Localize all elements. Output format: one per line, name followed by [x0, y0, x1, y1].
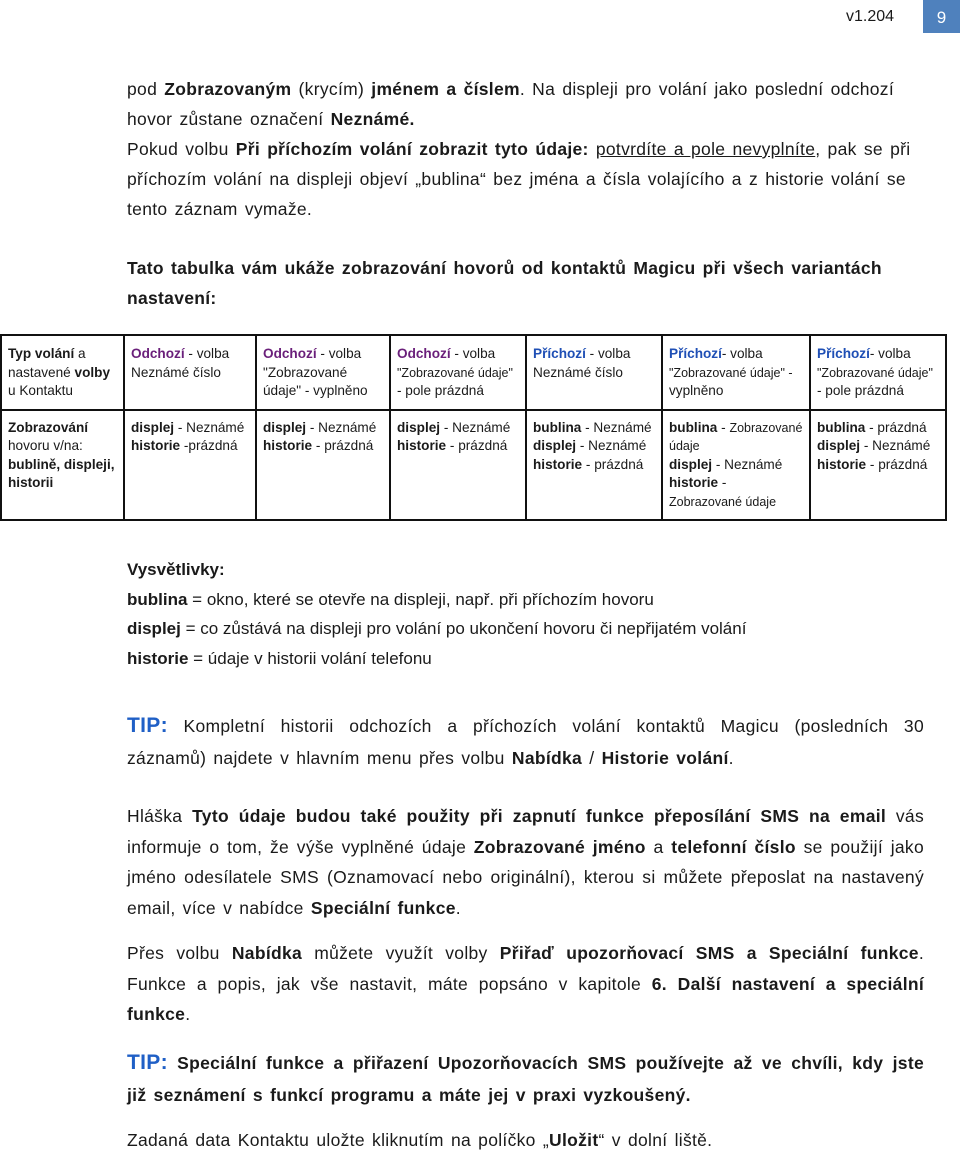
table-cell: bublina - Zobrazované údaje displej - Neznámé historie - Zobrazované údaje: [662, 410, 810, 521]
paragraph-sms-forwarding: Hláška Tyto údaje budou také použity při zapnutí funkce přeposílání SMS na email vás informuje o tom, že výše vyplněné údaje Zobrazované jméno a telefonní číslo se použijí jako jméno odesílatele SMS (Oznamovací nebo originální), kterou si můžete přeposlat na nastavený email, více v nabídce Speciální funkce.: [127, 806, 925, 918]
tip-history: TIP: Kompletní historii odchozích a příchozích volání kontaktů Magicu (posledních 30 záznamů) najdete v hlavním menu přes volbu Nabídka / Historie volání.: [127, 714, 924, 768]
header-cell-incoming-filled: Příchozí- volba "Zobrazované údaje" - vyplněno: [662, 335, 810, 410]
version-label: v1.204: [846, 8, 895, 25]
header-cell-outgoing-filled: Odchozí - volba "Zobrazované údaje" - vyplněno: [256, 335, 390, 410]
table-cell: displej - Neznámé historie - prázdná: [390, 410, 526, 521]
legend-item: bublina = okno, které se otevře na displeji, např. při příchozím hovoru: [127, 589, 654, 609]
table-cell: bublina - Neznámé displej - Neznámé historie - prázdná: [526, 410, 662, 521]
line-1: pod Zobrazovaným (krycím) jménem a číslem. Na displeji pro volání jako poslední odchozí: [127, 79, 894, 99]
table-header-row: [1, 335, 946, 410]
header-cell-incoming-unknown: Příchozí - volba Neznámé číslo: [526, 335, 662, 410]
legend-title: Vysvětlivky:: [127, 560, 225, 579]
table-intro-text: Tato tabulka vám ukáže zobrazování hovorů od kontaktů Magicu při všech variantách nastavení:: [127, 258, 882, 308]
paragraph-empty-fields: Pokud volbu Při příchozím volání zobrazit tyto údaje: potvrdíte a pole nevyplníte, pak se při příchozím volání na displeji objeví „bublina“ bez jména a čísla volajícího a z historie volání se tento záznam vymaže.: [127, 139, 911, 219]
table-cell: displej - Neznámé historie -prázdná: [124, 410, 256, 521]
table-cell: bublina - prázdná displej - Neznámé historie - prázdná: [810, 410, 946, 521]
header-cell-outgoing-unknown: Odchozí - volba Neznámé číslo: [124, 335, 256, 410]
line-2: hovor zůstane označení Neznámé.: [127, 109, 415, 129]
header-cell-outgoing-empty: Odchozí - volba "Zobrazované údaje" - pole prázdná: [390, 335, 526, 410]
tip-label: TIP:: [127, 1051, 168, 1074]
call-display-table: [0, 334, 947, 521]
legend: [127, 555, 927, 673]
header-cell-incoming-empty: Příchozí- volba "Zobrazované údaje" - pole prázdná: [810, 335, 946, 410]
table-row: [1, 410, 946, 521]
legend-item: historie = údaje v historii volání telefonu: [127, 648, 432, 668]
page-number: 9: [923, 0, 960, 33]
header-cell-call-type: Typ volání a nastavené volby u Kontaktu: [1, 335, 124, 410]
legend-item: displej = co zůstává na displeji pro volání po ukončení hovoru či nepřijatém volání: [127, 619, 747, 638]
paragraph-save: Zadaná data Kontaktu uložte kliknutím na políčko „Uložit“ v dolní liště.: [127, 1130, 713, 1150]
tip-label: TIP:: [127, 714, 168, 737]
paragraph-special-functions: Přes volbu Nabídka můžete využít volby Přiřaď upozorňovací SMS a Speciální funkce. Funkce a popis, jak vše nastavit, máte popsáno v kapitole 6. Další nastavení a speciální funkce.: [127, 943, 925, 1024]
table-cell: displej - Neznámé historie - prázdná: [256, 410, 390, 521]
tip-special-functions: TIP: Speciální funkce a přiřazení Upozorňovacích SMS používejte až ve chvíli, kdy jste již seznámení s funkcí programu a máte jej v praxi vyzkoušený.: [127, 1051, 924, 1105]
row-label-display: Zobrazování hovoru v/na: bublině, displeji, historii: [1, 410, 124, 521]
paragraph-intro-continuation: [127, 74, 925, 134]
